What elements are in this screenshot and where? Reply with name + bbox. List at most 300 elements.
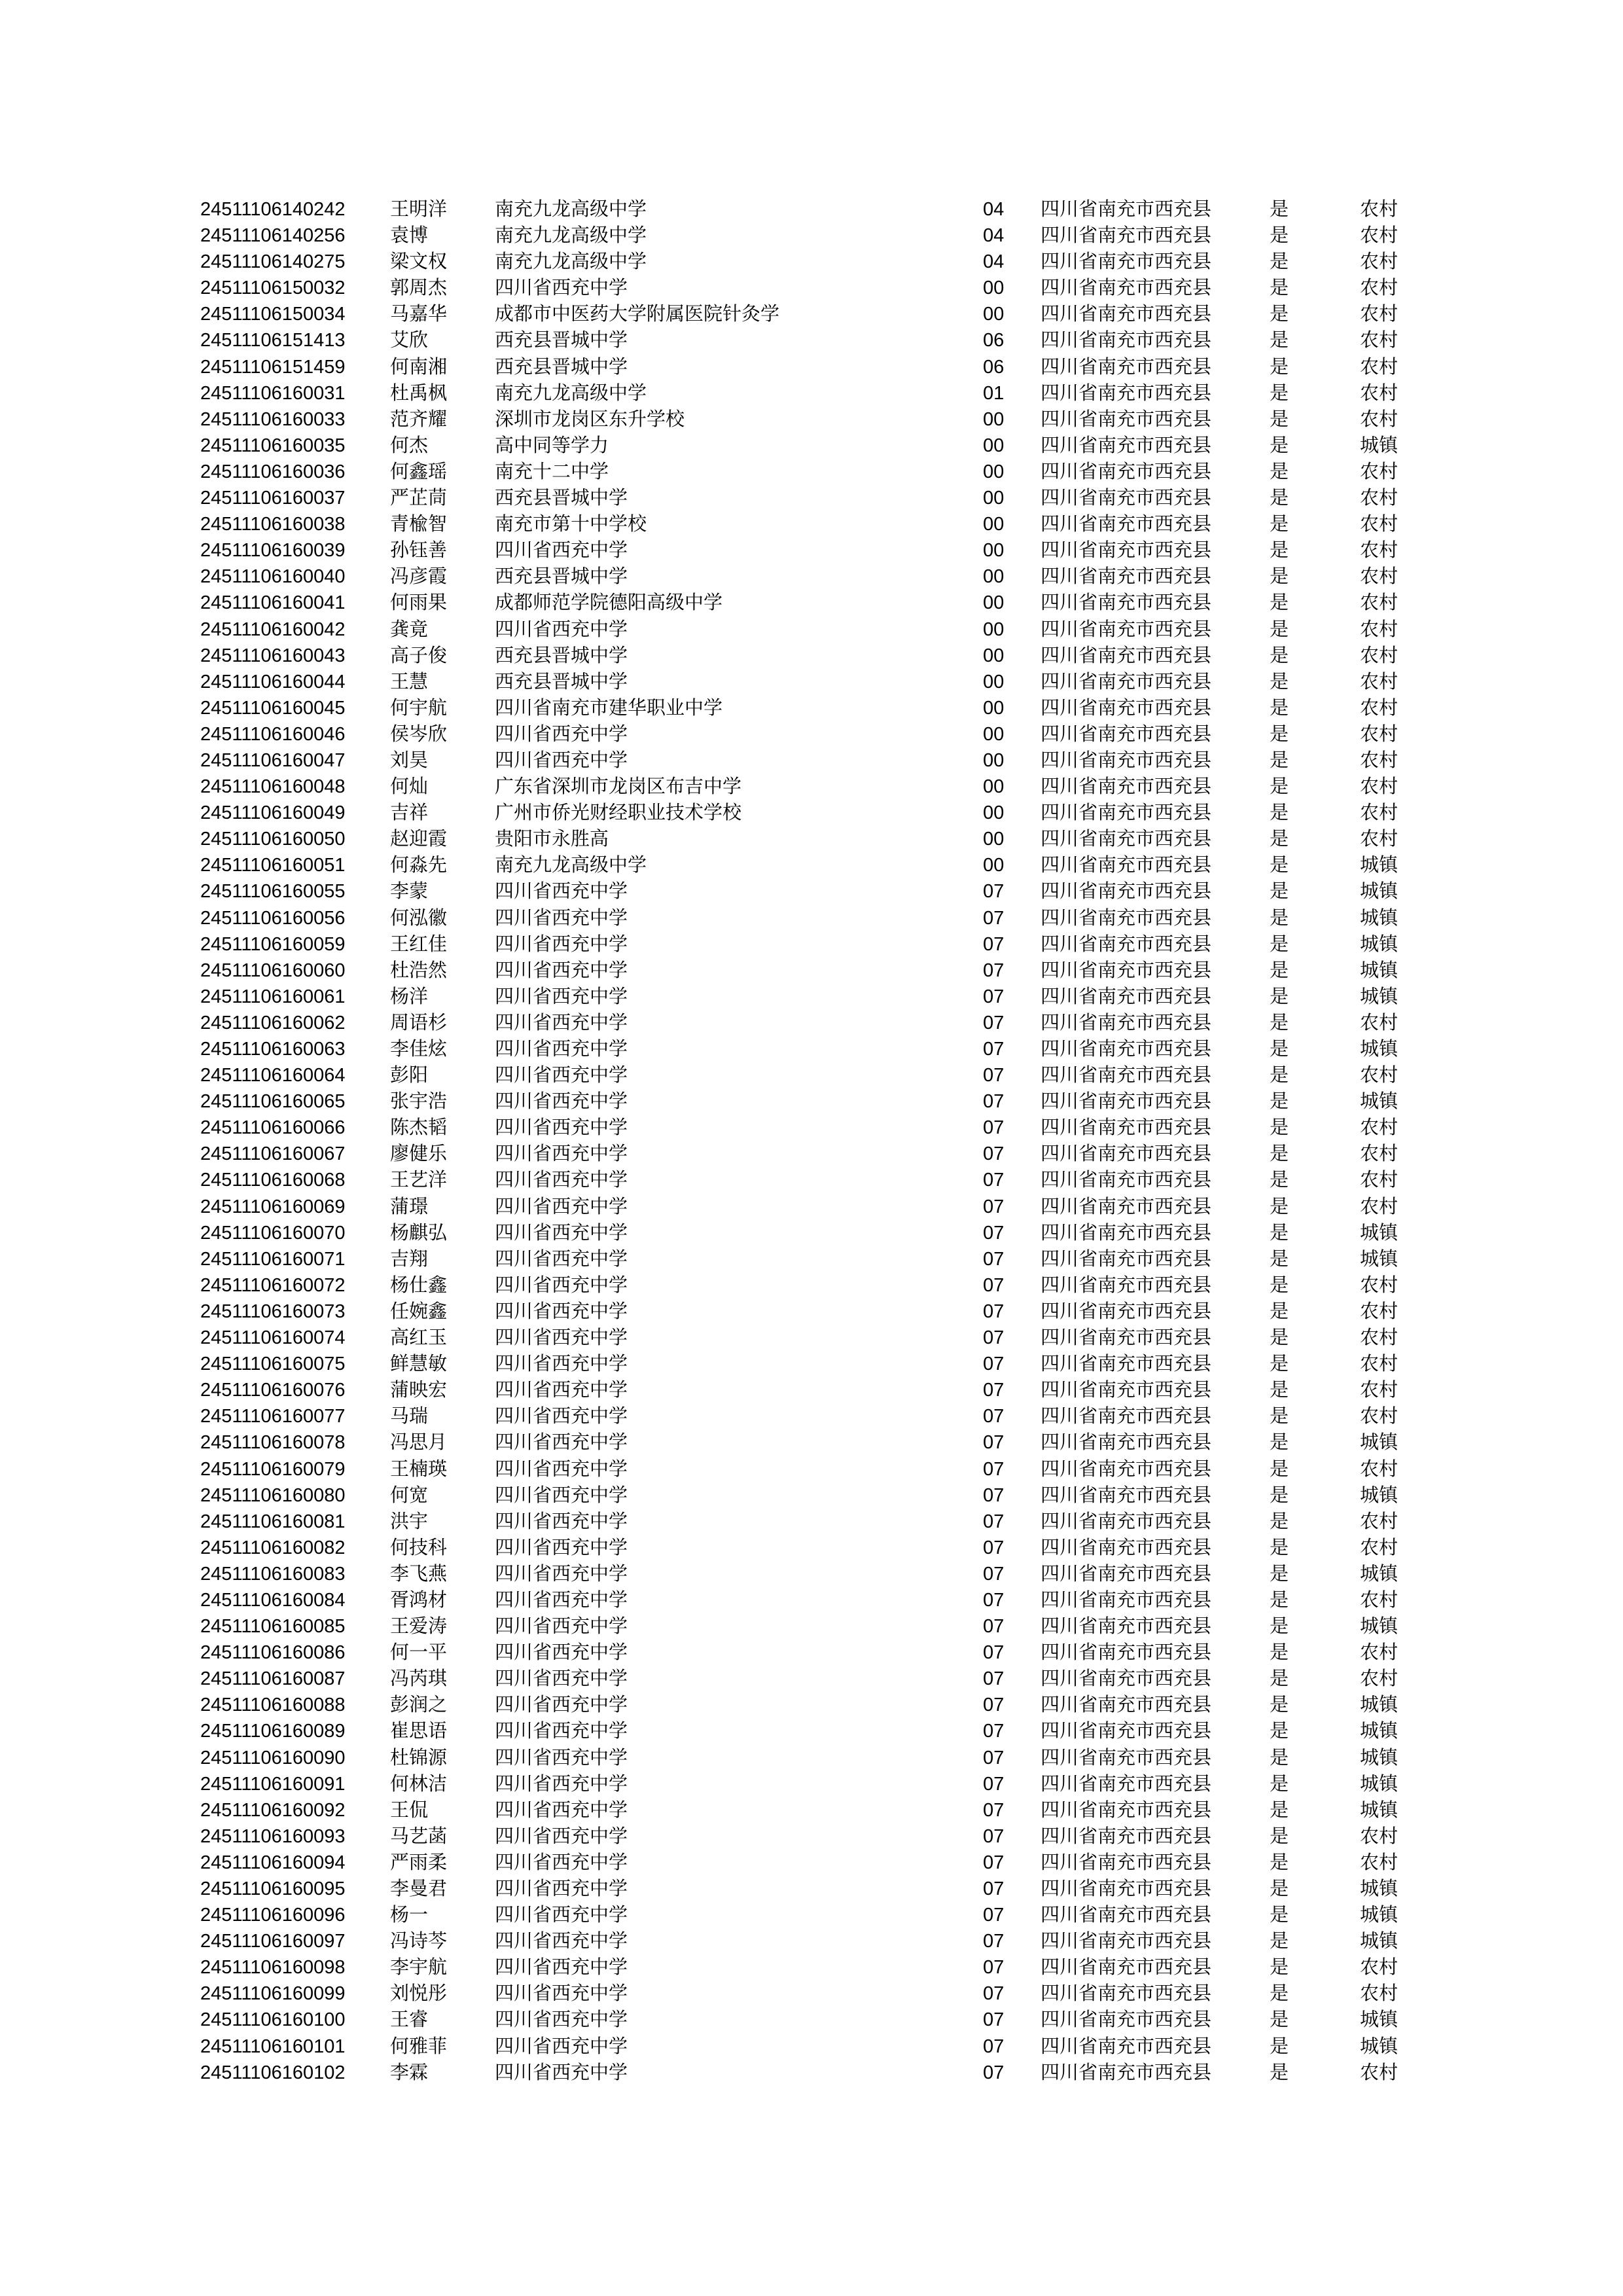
- region-cell: 四川省南充市西充县: [1041, 2062, 1212, 2083]
- category-code-cell: 07: [983, 2062, 1005, 2083]
- residence-type-cell: 农村: [1360, 1274, 1399, 1296]
- eligibility-flag-cell: 是: [1270, 881, 1289, 903]
- student-name-cell: 冯彦霞: [390, 566, 448, 588]
- candidate-id-cell: 24511106160097: [200, 1931, 346, 1952]
- residence-type-cell: 农村: [1360, 2062, 1399, 2083]
- candidate-id-cell: 24511106160078: [200, 1432, 346, 1454]
- category-code-cell: 00: [983, 697, 1005, 719]
- table-row: [200, 1850, 1444, 1876]
- candidate-id-cell: 24511106160055: [200, 881, 346, 903]
- candidate-id-cell: 24511106160086: [200, 1642, 346, 1664]
- school-name-cell: 四川省西充中学: [495, 1616, 628, 1638]
- school-name-cell: 四川省西充中学: [495, 1852, 628, 1873]
- eligibility-flag-cell: 是: [1270, 461, 1289, 482]
- school-name-cell: 西充县晋城中学: [495, 671, 628, 692]
- residence-type-cell: 城镇: [1360, 2009, 1399, 2031]
- residence-type-cell: 农村: [1360, 697, 1399, 719]
- category-code-cell: 07: [983, 1773, 1005, 1795]
- residence-type-cell: 农村: [1360, 592, 1399, 614]
- region-cell: 四川省南充市西充县: [1041, 1406, 1212, 1427]
- category-code-cell: 07: [983, 960, 1005, 981]
- table-row: [200, 931, 1444, 958]
- category-code-cell: 00: [983, 540, 1005, 562]
- eligibility-flag-cell: 是: [1270, 540, 1289, 562]
- school-name-cell: 四川省西充中学: [495, 1406, 628, 1427]
- student-name-cell: 杜浩然: [390, 960, 448, 981]
- region-cell: 四川省南充市西充县: [1041, 1642, 1212, 1664]
- student-name-cell: 彭阳: [390, 1065, 429, 1086]
- student-name-cell: 周语杉: [390, 1012, 448, 1033]
- school-name-cell: 四川省西充中学: [495, 986, 628, 1007]
- student-name-cell: 王慧: [390, 671, 429, 692]
- table-row: [200, 1088, 1444, 1115]
- table-row: [200, 249, 1444, 275]
- residence-type-cell: 农村: [1360, 1143, 1399, 1165]
- student-name-cell: 何杰: [390, 435, 429, 456]
- eligibility-flag-cell: 是: [1270, 278, 1289, 299]
- region-cell: 四川省南充市西充县: [1041, 592, 1212, 614]
- eligibility-flag-cell: 是: [1270, 225, 1289, 247]
- table-row: [200, 1745, 1444, 1771]
- candidate-id-cell: 24511106160077: [200, 1406, 346, 1427]
- table-row: [200, 1351, 1444, 1377]
- table-row: [200, 1771, 1444, 1797]
- category-code-cell: 07: [983, 881, 1005, 903]
- residence-type-cell: 城镇: [1360, 435, 1399, 456]
- region-cell: 四川省南充市西充县: [1041, 251, 1212, 273]
- category-code-cell: 07: [983, 1931, 1005, 1952]
- candidate-id-cell: 24511106160084: [200, 1589, 346, 1611]
- region-cell: 四川省南充市西充县: [1041, 1563, 1212, 1585]
- candidate-id-cell: 24511106160093: [200, 1825, 346, 1847]
- residence-type-cell: 农村: [1360, 1012, 1399, 1033]
- residence-type-cell: 城镇: [1360, 1484, 1399, 1506]
- candidate-id-cell: 24511106160031: [200, 382, 346, 404]
- school-name-cell: 四川省西充中学: [495, 1878, 628, 1899]
- candidate-id-cell: 24511106160096: [200, 1905, 346, 1926]
- student-name-cell: 龚竟: [390, 619, 429, 640]
- category-code-cell: 07: [983, 1196, 1005, 1217]
- eligibility-flag-cell: 是: [1270, 1695, 1289, 1716]
- category-code-cell: 01: [983, 382, 1005, 404]
- table-row: [200, 511, 1444, 537]
- region-cell: 四川省南充市西充县: [1041, 619, 1212, 640]
- table-row: [200, 1535, 1444, 1561]
- candidate-id-cell: 24511106160063: [200, 1039, 346, 1060]
- region-cell: 四川省南充市西充县: [1041, 1039, 1212, 1060]
- category-code-cell: 07: [983, 907, 1005, 929]
- region-cell: 四川省南充市西充县: [1041, 330, 1212, 351]
- student-name-cell: 刘悦彤: [390, 1983, 448, 2005]
- student-name-cell: 马嘉华: [390, 304, 448, 325]
- table-row: [200, 1823, 1444, 1850]
- student-name-cell: 侯岑欣: [390, 723, 448, 745]
- category-code-cell: 04: [983, 225, 1005, 247]
- school-name-cell: 四川省西充中学: [495, 1563, 628, 1585]
- table-row: [200, 1194, 1444, 1220]
- eligibility-flag-cell: 是: [1270, 1458, 1289, 1480]
- school-name-cell: 四川省西充中学: [495, 1091, 628, 1113]
- residence-type-cell: 农村: [1360, 645, 1399, 666]
- category-code-cell: 07: [983, 1012, 1005, 1033]
- table-row: [200, 196, 1444, 223]
- candidate-id-cell: 24511106160036: [200, 461, 346, 482]
- region-cell: 四川省南充市西充县: [1041, 1537, 1212, 1558]
- candidate-id-cell: 24511106150032: [200, 278, 346, 299]
- residence-type-cell: 城镇: [1360, 1222, 1399, 1244]
- student-name-cell: 梁文权: [390, 251, 448, 273]
- table-row: [200, 223, 1444, 249]
- school-name-cell: 四川省西充中学: [495, 619, 628, 640]
- student-name-cell: 洪宇: [390, 1511, 429, 1532]
- candidate-id-cell: 24511106160066: [200, 1117, 346, 1139]
- residence-type-cell: 城镇: [1360, 2036, 1399, 2057]
- student-name-cell: 高子俊: [390, 645, 448, 666]
- candidate-id-cell: 24511106160099: [200, 1983, 346, 2005]
- eligibility-flag-cell: 是: [1270, 514, 1289, 535]
- region-cell: 四川省南充市西充县: [1041, 1274, 1212, 1296]
- table-row: [200, 1928, 1444, 1954]
- candidate-id-cell: 24511106160050: [200, 829, 346, 850]
- residence-type-cell: 城镇: [1360, 986, 1399, 1007]
- candidate-id-cell: 24511106160037: [200, 488, 346, 509]
- region-cell: 四川省南充市西充县: [1041, 1511, 1212, 1532]
- eligibility-flag-cell: 是: [1270, 1511, 1289, 1532]
- residence-type-cell: 农村: [1360, 330, 1399, 351]
- eligibility-flag-cell: 是: [1270, 1642, 1289, 1664]
- residence-type-cell: 农村: [1360, 356, 1399, 378]
- table-row: [200, 590, 1444, 616]
- residence-type-cell: 农村: [1360, 749, 1399, 771]
- student-name-cell: 李宇航: [390, 1957, 448, 1979]
- region-cell: 四川省南充市西充县: [1041, 1484, 1212, 1506]
- region-cell: 四川省南充市西充县: [1041, 776, 1212, 798]
- region-cell: 四川省南充市西充县: [1041, 907, 1212, 929]
- eligibility-flag-cell: 是: [1270, 1354, 1289, 1375]
- student-name-cell: 杨一: [390, 1905, 429, 1926]
- student-name-cell: 陈杰韬: [390, 1117, 448, 1139]
- region-cell: 四川省南充市西充县: [1041, 514, 1212, 535]
- school-name-cell: 四川省西充中学: [495, 2036, 628, 2057]
- region-cell: 四川省南充市西充县: [1041, 1117, 1212, 1139]
- candidate-id-cell: 24511106160072: [200, 1274, 346, 1296]
- eligibility-flag-cell: 是: [1270, 1248, 1289, 1270]
- region-cell: 四川省南充市西充县: [1041, 1957, 1212, 1979]
- residence-type-cell: 城镇: [1360, 855, 1399, 876]
- student-name-cell: 王楠瑛: [390, 1458, 448, 1480]
- table-row: [200, 852, 1444, 878]
- eligibility-flag-cell: 是: [1270, 566, 1289, 588]
- table-row: [200, 1429, 1444, 1456]
- eligibility-flag-cell: 是: [1270, 1432, 1289, 1454]
- school-name-cell: 西充县晋城中学: [495, 488, 628, 509]
- category-code-cell: 07: [983, 1354, 1005, 1375]
- eligibility-flag-cell: 是: [1270, 1012, 1289, 1033]
- category-code-cell: 07: [983, 1825, 1005, 1847]
- category-code-cell: 07: [983, 1039, 1005, 1060]
- eligibility-flag-cell: 是: [1270, 619, 1289, 640]
- region-cell: 四川省南充市西充县: [1041, 697, 1212, 719]
- school-name-cell: 四川省西充中学: [495, 749, 628, 771]
- category-code-cell: 07: [983, 1065, 1005, 1086]
- table-row: [200, 984, 1444, 1010]
- table-row: [200, 1325, 1444, 1351]
- region-cell: 四川省南充市西充县: [1041, 881, 1212, 903]
- student-name-cell: 杜锦源: [390, 1747, 448, 1768]
- eligibility-flag-cell: 是: [1270, 199, 1289, 220]
- residence-type-cell: 城镇: [1360, 907, 1399, 929]
- residence-type-cell: 农村: [1360, 540, 1399, 562]
- region-cell: 四川省南充市西充县: [1041, 1852, 1212, 1873]
- region-cell: 四川省南充市西充县: [1041, 1747, 1212, 1768]
- residence-type-cell: 城镇: [1360, 960, 1399, 981]
- school-name-cell: 四川省西充中学: [495, 1773, 628, 1795]
- region-cell: 四川省南充市西充县: [1041, 1432, 1212, 1454]
- table-row: [200, 2007, 1444, 2033]
- eligibility-flag-cell: 是: [1270, 1983, 1289, 2005]
- school-name-cell: 四川省西充中学: [495, 1537, 628, 1558]
- category-code-cell: 07: [983, 1511, 1005, 1532]
- residence-type-cell: 农村: [1360, 802, 1399, 824]
- eligibility-flag-cell: 是: [1270, 749, 1289, 771]
- student-name-cell: 何雅菲: [390, 2036, 448, 2057]
- category-code-cell: 04: [983, 251, 1005, 273]
- region-cell: 四川省南充市西充县: [1041, 986, 1212, 1007]
- eligibility-flag-cell: 是: [1270, 829, 1289, 850]
- eligibility-flag-cell: 是: [1270, 1905, 1289, 1926]
- category-code-cell: 00: [983, 723, 1005, 745]
- region-cell: 四川省南充市西充县: [1041, 1196, 1212, 1217]
- school-name-cell: 四川省西充中学: [495, 1799, 628, 1821]
- category-code-cell: 07: [983, 1300, 1005, 1322]
- candidate-id-cell: 24511106160049: [200, 802, 346, 824]
- region-cell: 四川省南充市西充县: [1041, 408, 1212, 430]
- school-name-cell: 南充九龙高级中学: [495, 251, 647, 273]
- region-cell: 四川省南充市西充县: [1041, 855, 1212, 876]
- student-name-cell: 杨麒弘: [390, 1222, 448, 1244]
- region-cell: 四川省南充市西充县: [1041, 1616, 1212, 1638]
- category-code-cell: 07: [983, 1091, 1005, 1113]
- residence-type-cell: 农村: [1360, 382, 1399, 404]
- candidate-id-cell: 24511106160088: [200, 1695, 346, 1716]
- region-cell: 四川省南充市西充县: [1041, 829, 1212, 850]
- table-row: [200, 1167, 1444, 1193]
- school-name-cell: 四川省西充中学: [495, 1931, 628, 1952]
- student-name-cell: 胥鸿材: [390, 1589, 448, 1611]
- residence-type-cell: 农村: [1360, 1327, 1399, 1349]
- student-name-cell: 杜禹枫: [390, 382, 448, 404]
- table-row: [200, 643, 1444, 669]
- candidate-id-cell: 24511106160051: [200, 855, 346, 876]
- table-row: [200, 1115, 1444, 1141]
- table-row: [200, 826, 1444, 852]
- student-name-cell: 何泓徽: [390, 907, 448, 929]
- student-name-cell: 孙钰善: [390, 540, 448, 562]
- category-code-cell: 06: [983, 356, 1005, 378]
- student-name-cell: 冯芮琪: [390, 1668, 448, 1690]
- residence-type-cell: 农村: [1360, 1170, 1399, 1191]
- residence-type-cell: 农村: [1360, 1511, 1399, 1532]
- category-code-cell: 00: [983, 488, 1005, 509]
- student-name-cell: 王红佳: [390, 933, 448, 955]
- school-name-cell: 西充县晋城中学: [495, 645, 628, 666]
- category-code-cell: 06: [983, 330, 1005, 351]
- category-code-cell: 00: [983, 304, 1005, 325]
- eligibility-flag-cell: 是: [1270, 1300, 1289, 1322]
- eligibility-flag-cell: 是: [1270, 1747, 1289, 1768]
- category-code-cell: 07: [983, 1721, 1005, 1742]
- student-name-cell: 高红玉: [390, 1327, 448, 1349]
- residence-type-cell: 农村: [1360, 1380, 1399, 1401]
- residence-type-cell: 城镇: [1360, 1773, 1399, 1795]
- eligibility-flag-cell: 是: [1270, 802, 1289, 824]
- eligibility-flag-cell: 是: [1270, 1825, 1289, 1847]
- candidate-id-cell: 24511106160100: [200, 2009, 346, 2031]
- school-name-cell: 四川省西充中学: [495, 1983, 628, 2005]
- school-name-cell: 四川省西充中学: [495, 1511, 628, 1532]
- candidate-id-cell: 24511106140275: [200, 251, 346, 273]
- student-name-cell: 李蒙: [390, 881, 429, 903]
- table-row: [200, 1482, 1444, 1509]
- school-name-cell: 四川省西充中学: [495, 1642, 628, 1664]
- candidate-id-cell: 24511106160039: [200, 540, 346, 562]
- table-row: [200, 1220, 1444, 1246]
- school-name-cell: 西充县晋城中学: [495, 566, 628, 588]
- candidate-id-cell: 24511106140256: [200, 225, 346, 247]
- table-row: [200, 1797, 1444, 1823]
- candidate-id-cell: 24511106160085: [200, 1616, 346, 1638]
- school-name-cell: 四川省西充中学: [495, 1170, 628, 1191]
- region-cell: 四川省南充市西充县: [1041, 356, 1212, 378]
- eligibility-flag-cell: 是: [1270, 1327, 1289, 1349]
- residence-type-cell: 农村: [1360, 776, 1399, 798]
- eligibility-flag-cell: 是: [1270, 1957, 1289, 1979]
- eligibility-flag-cell: 是: [1270, 382, 1289, 404]
- region-cell: 四川省南充市西充县: [1041, 723, 1212, 745]
- category-code-cell: 07: [983, 1957, 1005, 1979]
- student-name-cell: 任婉鑫: [390, 1300, 448, 1322]
- candidate-id-cell: 24511106150034: [200, 304, 346, 325]
- residence-type-cell: 农村: [1360, 1983, 1399, 2005]
- region-cell: 四川省南充市西充县: [1041, 1905, 1212, 1926]
- category-code-cell: 07: [983, 1642, 1005, 1664]
- category-code-cell: 00: [983, 566, 1005, 588]
- candidate-id-cell: 24511106160091: [200, 1773, 346, 1795]
- region-cell: 四川省南充市西充县: [1041, 1773, 1212, 1795]
- residence-type-cell: 农村: [1360, 1065, 1399, 1086]
- candidate-id-cell: 24511106160080: [200, 1484, 346, 1506]
- region-cell: 四川省南充市西充县: [1041, 933, 1212, 955]
- eligibility-flag-cell: 是: [1270, 2062, 1289, 2083]
- eligibility-flag-cell: 是: [1270, 1170, 1289, 1191]
- eligibility-flag-cell: 是: [1270, 855, 1289, 876]
- candidate-id-cell: 24511106160074: [200, 1327, 346, 1349]
- category-code-cell: 07: [983, 1589, 1005, 1611]
- category-code-cell: 07: [983, 1458, 1005, 1480]
- eligibility-flag-cell: 是: [1270, 2009, 1289, 2031]
- student-name-cell: 王睿: [390, 2009, 429, 2031]
- candidate-id-cell: 24511106160092: [200, 1799, 346, 1821]
- student-name-cell: 何技科: [390, 1537, 448, 1558]
- candidate-id-cell: 24511106160060: [200, 960, 346, 981]
- residence-type-cell: 农村: [1360, 1300, 1399, 1322]
- student-name-cell: 艾欣: [390, 330, 429, 351]
- residence-type-cell: 农村: [1360, 723, 1399, 745]
- region-cell: 四川省南充市西充县: [1041, 2009, 1212, 2031]
- residence-type-cell: 农村: [1360, 671, 1399, 692]
- category-code-cell: 07: [983, 1406, 1005, 1427]
- school-name-cell: 南充市第十中学校: [495, 514, 647, 535]
- residence-type-cell: 城镇: [1360, 1747, 1399, 1768]
- category-code-cell: 00: [983, 671, 1005, 692]
- candidate-id-cell: 24511106160094: [200, 1852, 346, 1873]
- candidate-id-cell: 24511106160079: [200, 1458, 346, 1480]
- student-name-cell: 王艺洋: [390, 1170, 448, 1191]
- table-row: [200, 1981, 1444, 2007]
- region-cell: 四川省南充市西充县: [1041, 1458, 1212, 1480]
- residence-type-cell: 农村: [1360, 304, 1399, 325]
- school-name-cell: 四川省西充中学: [495, 723, 628, 745]
- school-name-cell: 四川省西充中学: [495, 1589, 628, 1611]
- student-name-cell: 严芷茼: [390, 488, 448, 509]
- region-cell: 四川省南充市西充县: [1041, 2036, 1212, 2057]
- category-code-cell: 00: [983, 408, 1005, 430]
- residence-type-cell: 农村: [1360, 1406, 1399, 1427]
- school-name-cell: 四川省西充中学: [495, 2062, 628, 2083]
- residence-type-cell: 农村: [1360, 1458, 1399, 1480]
- school-name-cell: 四川省西充中学: [495, 1143, 628, 1165]
- category-code-cell: 07: [983, 2036, 1005, 2057]
- eligibility-flag-cell: 是: [1270, 1878, 1289, 1899]
- candidate-id-cell: 24511106160083: [200, 1563, 346, 1585]
- table-row: [200, 459, 1444, 485]
- eligibility-flag-cell: 是: [1270, 1039, 1289, 1060]
- eligibility-flag-cell: 是: [1270, 2036, 1289, 2057]
- school-name-cell: 四川省西充中学: [495, 881, 628, 903]
- table-row: [200, 774, 1444, 800]
- residence-type-cell: 农村: [1360, 1668, 1399, 1690]
- school-name-cell: 广州市侨光财经职业技术学校: [495, 802, 742, 824]
- residence-type-cell: 农村: [1360, 829, 1399, 850]
- table-row: [200, 800, 1444, 826]
- table-row: [200, 721, 1444, 747]
- category-code-cell: 00: [983, 619, 1005, 640]
- candidate-id-cell: 24511106151459: [200, 356, 346, 378]
- school-name-cell: 四川省西充中学: [495, 933, 628, 955]
- student-name-cell: 何南湘: [390, 356, 448, 378]
- eligibility-flag-cell: 是: [1270, 1799, 1289, 1821]
- school-name-cell: 四川省西充中学: [495, 1957, 628, 1979]
- category-code-cell: 00: [983, 645, 1005, 666]
- residence-type-cell: 农村: [1360, 1642, 1399, 1664]
- eligibility-flag-cell: 是: [1270, 645, 1289, 666]
- candidate-id-cell: 24511106160090: [200, 1747, 346, 1768]
- eligibility-flag-cell: 是: [1270, 592, 1289, 614]
- school-name-cell: 四川省西充中学: [495, 1327, 628, 1349]
- residence-type-cell: 农村: [1360, 1196, 1399, 1217]
- residence-type-cell: 城镇: [1360, 1695, 1399, 1716]
- candidate-id-cell: 24511106160047: [200, 749, 346, 771]
- table-row: [200, 327, 1444, 353]
- table-row: [200, 1954, 1444, 1981]
- school-name-cell: 四川省西充中学: [495, 1484, 628, 1506]
- candidate-id-cell: 24511106160081: [200, 1511, 346, 1532]
- school-name-cell: 南充十二中学: [495, 461, 609, 482]
- candidate-id-cell: 24511106160067: [200, 1143, 346, 1165]
- region-cell: 四川省南充市西充县: [1041, 304, 1212, 325]
- candidate-id-cell: 24511106160065: [200, 1091, 346, 1113]
- table-row: [200, 380, 1444, 406]
